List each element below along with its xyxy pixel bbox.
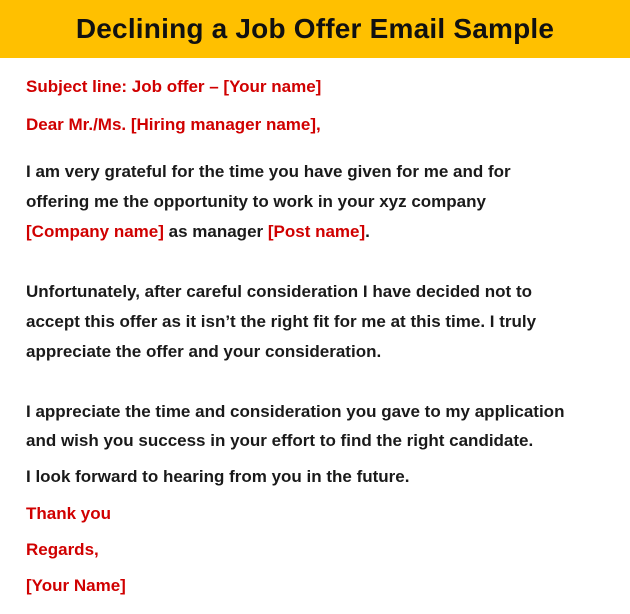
paragraph-1-line-3-mid: as manager bbox=[163, 222, 268, 241]
paragraph-1-line-2: offering me the opportunity to work in your xyz company bbox=[26, 192, 486, 211]
paragraph-3-line-2: and wish you success in your effort to find the right candidate. bbox=[26, 431, 534, 450]
closing-line: I look forward to hearing from you in the future. bbox=[26, 467, 410, 486]
paragraph-2-line-2: accept this offer as it isn’t the right fit for me at this time. I truly bbox=[26, 312, 537, 331]
paragraph-2-line-1: Unfortunately, after careful consideration I have decided not to bbox=[26, 282, 532, 301]
paragraph-2-line-3: appreciate the offer and your consideration. bbox=[26, 342, 382, 361]
paragraph-1-line-3-end: . bbox=[365, 222, 370, 241]
title-banner bbox=[0, 0, 630, 58]
greeting-line: Dear Mr./Ms. [Hiring manager name], bbox=[26, 115, 321, 134]
signature-line: [Your Name] bbox=[26, 576, 126, 595]
subject-line: Subject line: Job offer – [Your name] bbox=[26, 77, 322, 96]
page-title: Declining a Job Offer Email Sample bbox=[75, 13, 555, 44]
post-name-placeholder: [Post name] bbox=[267, 222, 366, 241]
regards-line: Regards, bbox=[26, 540, 99, 559]
paragraph-1-line-1: I am very grateful for the time you have given for me and for bbox=[26, 162, 511, 181]
company-name-placeholder: [Company name] bbox=[26, 222, 164, 241]
paragraph-1-line-3 bbox=[26, 222, 370, 242]
paragraph-3-line-1: I appreciate the time and consideration you gave to my application bbox=[26, 402, 565, 421]
thanks-line: Thank you bbox=[26, 504, 112, 523]
